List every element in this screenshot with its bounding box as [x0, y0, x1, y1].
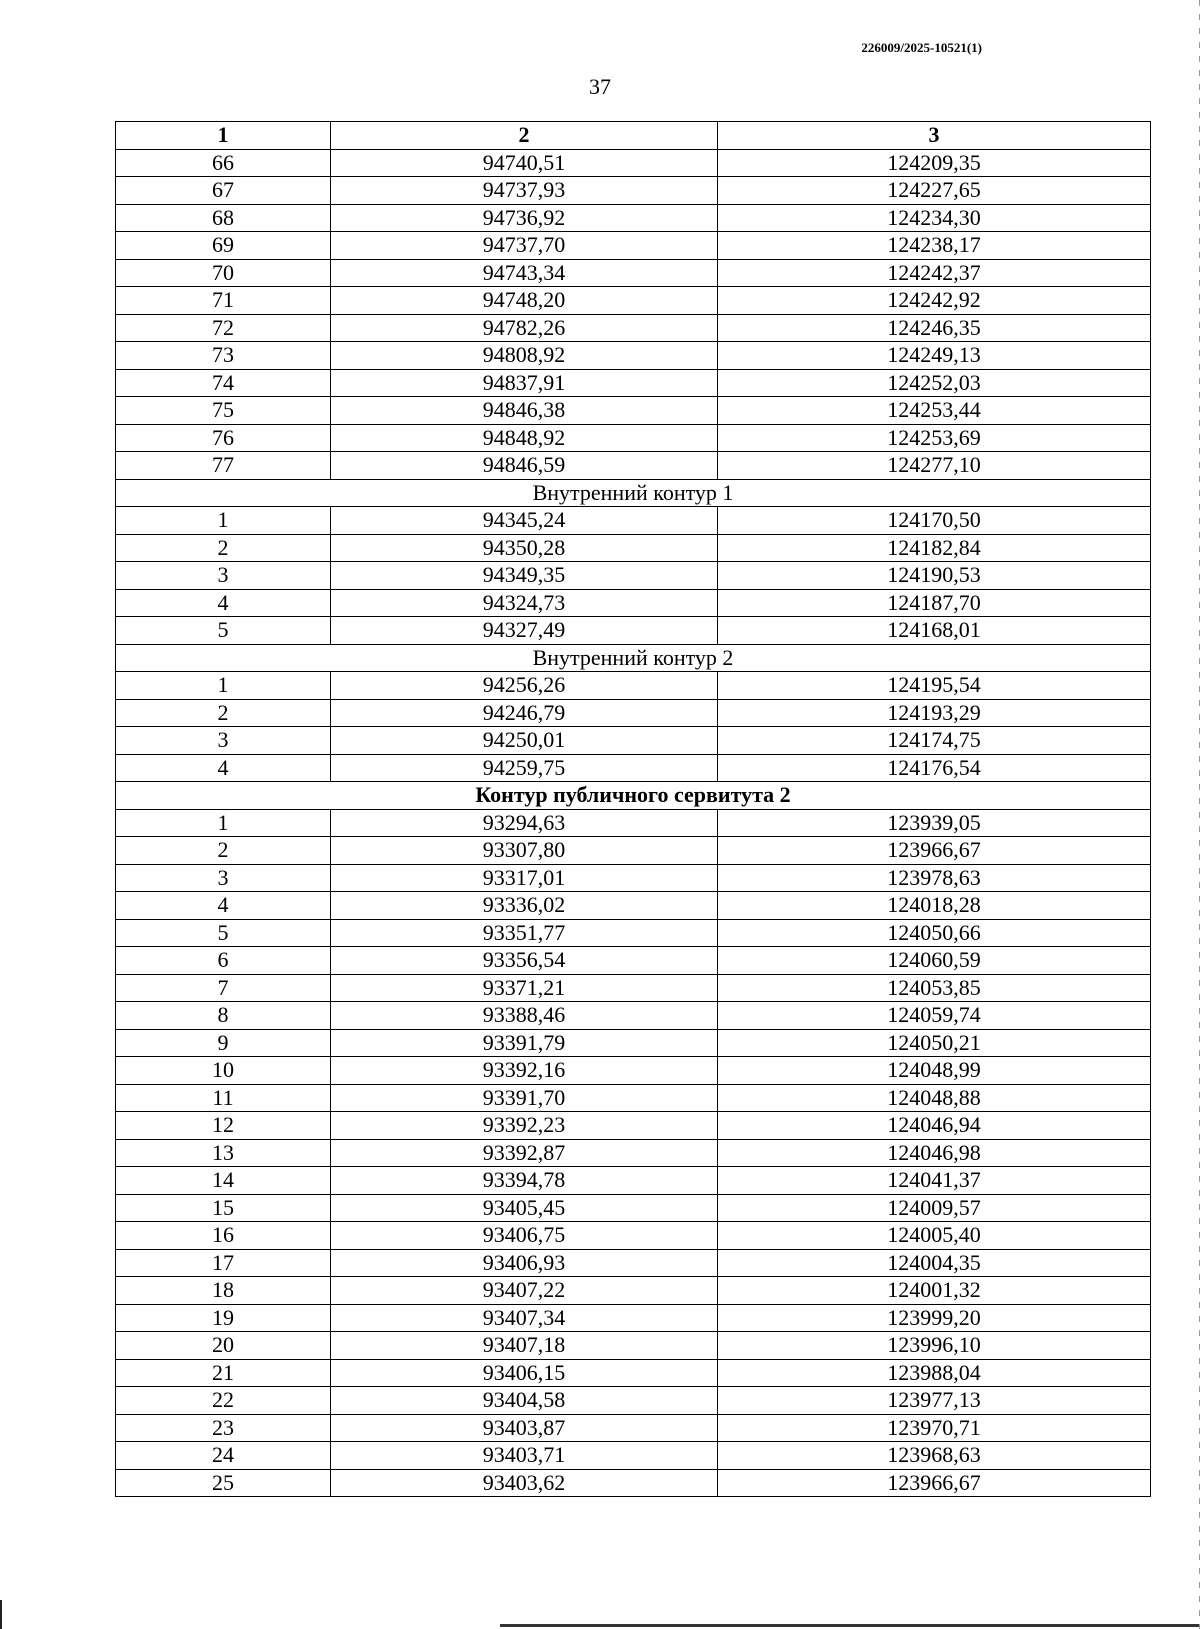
section-title: Контур публичного сервитута 2 [116, 782, 1151, 810]
point-number-cell: 23 [116, 1414, 331, 1442]
point-number-cell: 2 [116, 837, 331, 865]
coordinate-y-cell: 124227,65 [718, 177, 1151, 205]
table-row [116, 1112, 1151, 1140]
point-number-cell: 5 [116, 919, 331, 947]
coordinate-y-cell: 124242,92 [718, 287, 1151, 315]
coordinate-y-cell: 124190,53 [718, 562, 1151, 590]
table-row [116, 1249, 1151, 1277]
coordinate-y-cell: 124048,99 [718, 1057, 1151, 1085]
header-cell-col2: 2 [331, 122, 718, 150]
table-row [116, 919, 1151, 947]
coordinate-x-cell: 93407,22 [331, 1277, 718, 1305]
coordinate-x-cell: 94250,01 [331, 727, 718, 755]
table-row [116, 452, 1151, 480]
table-row [116, 754, 1151, 782]
point-number-cell: 11 [116, 1084, 331, 1112]
coordinate-y-cell: 124050,21 [718, 1029, 1151, 1057]
table-row [116, 589, 1151, 617]
section-title: Внутренний контур 1 [116, 479, 1151, 507]
table-row [116, 177, 1151, 205]
table-row [116, 699, 1151, 727]
point-number-cell: 66 [116, 149, 331, 177]
coordinate-x-cell: 93392,23 [331, 1112, 718, 1140]
coordinate-x-cell: 93351,77 [331, 919, 718, 947]
coordinate-y-cell: 123939,05 [718, 809, 1151, 837]
table-row [116, 892, 1151, 920]
table-row [116, 1332, 1151, 1360]
coordinate-y-cell: 124041,37 [718, 1167, 1151, 1195]
point-number-cell: 18 [116, 1277, 331, 1305]
table-row [116, 562, 1151, 590]
coordinate-y-cell: 123999,20 [718, 1304, 1151, 1332]
coordinate-x-cell: 94324,73 [331, 589, 718, 617]
section-title-row [116, 782, 1151, 810]
table-row [116, 1442, 1151, 1470]
table-row [116, 1469, 1151, 1497]
coordinate-y-cell: 124246,35 [718, 314, 1151, 342]
point-number-cell: 22 [116, 1387, 331, 1415]
coordinate-x-cell: 94345,24 [331, 507, 718, 535]
coordinate-x-cell: 93317,01 [331, 864, 718, 892]
coordinate-x-cell: 94846,59 [331, 452, 718, 480]
point-number-cell: 70 [116, 259, 331, 287]
coordinate-x-cell: 93391,70 [331, 1084, 718, 1112]
table-row [116, 204, 1151, 232]
coordinate-x-cell: 93406,93 [331, 1249, 718, 1277]
coordinate-x-cell: 94736,92 [331, 204, 718, 232]
coordinate-y-cell: 123996,10 [718, 1332, 1151, 1360]
table-row [116, 1139, 1151, 1167]
coordinate-y-cell: 123966,67 [718, 837, 1151, 865]
coordinate-y-cell: 124001,32 [718, 1277, 1151, 1305]
point-number-cell: 69 [116, 232, 331, 260]
coordinate-y-cell: 124238,17 [718, 232, 1151, 260]
coordinate-y-cell: 124050,66 [718, 919, 1151, 947]
coordinate-y-cell: 124187,70 [718, 589, 1151, 617]
point-number-cell: 3 [116, 562, 331, 590]
coordinate-y-cell: 124018,28 [718, 892, 1151, 920]
coordinate-y-cell: 124242,37 [718, 259, 1151, 287]
table-row [116, 1414, 1151, 1442]
coordinate-x-cell: 93356,54 [331, 947, 718, 975]
coordinate-y-cell: 124234,30 [718, 204, 1151, 232]
coordinate-x-cell: 94748,20 [331, 287, 718, 315]
coordinate-y-cell: 124168,01 [718, 617, 1151, 645]
coordinate-y-cell: 124009,57 [718, 1194, 1151, 1222]
table-row [116, 974, 1151, 1002]
table-row [116, 837, 1151, 865]
coordinate-y-cell: 123970,71 [718, 1414, 1151, 1442]
coordinate-x-cell: 93371,21 [331, 974, 718, 1002]
point-number-cell: 24 [116, 1442, 331, 1470]
section-title: Внутренний контур 2 [116, 644, 1151, 672]
coordinate-x-cell: 93394,78 [331, 1167, 718, 1195]
table-row [116, 424, 1151, 452]
coordinate-x-cell: 93388,46 [331, 1002, 718, 1030]
coordinate-x-cell: 93406,15 [331, 1359, 718, 1387]
coordinate-y-cell: 124048,88 [718, 1084, 1151, 1112]
page-number: 37 [589, 74, 611, 99]
table-row [116, 149, 1151, 177]
coordinate-x-cell: 94740,51 [331, 149, 718, 177]
table-row [116, 727, 1151, 755]
coordinate-y-cell: 123968,63 [718, 1442, 1151, 1470]
coordinate-y-cell: 123978,63 [718, 864, 1151, 892]
coordinate-x-cell: 94808,92 [331, 342, 718, 370]
scan-artifact-bottom [500, 1624, 1200, 1627]
table-row [116, 1222, 1151, 1250]
point-number-cell: 1 [116, 672, 331, 700]
point-number-cell: 14 [116, 1167, 331, 1195]
coordinate-x-cell: 94259,75 [331, 754, 718, 782]
coordinates-table-body [116, 122, 1151, 1497]
table-row [116, 397, 1151, 425]
point-number-cell: 68 [116, 204, 331, 232]
point-number-cell: 67 [116, 177, 331, 205]
table-row [116, 1359, 1151, 1387]
coordinate-x-cell: 94327,49 [331, 617, 718, 645]
coordinate-x-cell: 94743,34 [331, 259, 718, 287]
header-cell-col1: 1 [116, 122, 331, 150]
point-number-cell: 71 [116, 287, 331, 315]
coordinate-x-cell: 93392,87 [331, 1139, 718, 1167]
table-row [116, 1002, 1151, 1030]
table-row [116, 507, 1151, 535]
coordinate-x-cell: 93407,34 [331, 1304, 718, 1332]
coordinate-y-cell: 124176,54 [718, 754, 1151, 782]
coordinate-y-cell: 124053,85 [718, 974, 1151, 1002]
coordinate-y-cell: 124253,44 [718, 397, 1151, 425]
coordinate-x-cell: 93392,16 [331, 1057, 718, 1085]
table-row [116, 342, 1151, 370]
point-number-cell: 5 [116, 617, 331, 645]
table-row [116, 534, 1151, 562]
table-row [116, 1167, 1151, 1195]
point-number-cell: 6 [116, 947, 331, 975]
point-number-cell: 17 [116, 1249, 331, 1277]
coordinate-x-cell: 94848,92 [331, 424, 718, 452]
coordinate-x-cell: 94350,28 [331, 534, 718, 562]
coordinate-x-cell: 93403,87 [331, 1414, 718, 1442]
coordinate-x-cell: 93406,75 [331, 1222, 718, 1250]
point-number-cell: 76 [116, 424, 331, 452]
point-number-cell: 75 [116, 397, 331, 425]
coordinate-x-cell: 94737,70 [331, 232, 718, 260]
coordinate-y-cell: 123977,13 [718, 1387, 1151, 1415]
point-number-cell: 4 [116, 754, 331, 782]
point-number-cell: 74 [116, 369, 331, 397]
coordinate-y-cell: 124059,74 [718, 1002, 1151, 1030]
coordinate-x-cell: 94846,38 [331, 397, 718, 425]
coordinate-y-cell: 124046,94 [718, 1112, 1151, 1140]
table-row [116, 617, 1151, 645]
coordinate-y-cell: 124046,98 [718, 1139, 1151, 1167]
table-row [116, 369, 1151, 397]
table-row [116, 287, 1151, 315]
coordinate-y-cell: 124253,69 [718, 424, 1151, 452]
section-title-row [116, 644, 1151, 672]
coordinate-x-cell: 93403,71 [331, 1442, 718, 1470]
point-number-cell: 8 [116, 1002, 331, 1030]
point-number-cell: 7 [116, 974, 331, 1002]
coordinate-y-cell: 124249,13 [718, 342, 1151, 370]
coordinate-y-cell: 124277,10 [718, 452, 1151, 480]
coordinate-y-cell: 124005,40 [718, 1222, 1151, 1250]
point-number-cell: 15 [116, 1194, 331, 1222]
point-number-cell: 2 [116, 699, 331, 727]
coordinate-x-cell: 94837,91 [331, 369, 718, 397]
coordinate-x-cell: 93405,45 [331, 1194, 718, 1222]
table-row [116, 1304, 1151, 1332]
coordinate-y-cell: 124004,35 [718, 1249, 1151, 1277]
table-row [116, 1057, 1151, 1085]
coordinate-x-cell: 93307,80 [331, 837, 718, 865]
point-number-cell: 9 [116, 1029, 331, 1057]
table-row [116, 1277, 1151, 1305]
coordinate-x-cell: 93407,18 [331, 1332, 718, 1360]
table-row [116, 1387, 1151, 1415]
coordinates-table [115, 121, 1151, 1497]
coordinate-x-cell: 93336,02 [331, 892, 718, 920]
coordinate-y-cell: 124252,03 [718, 369, 1151, 397]
coordinate-y-cell: 123966,67 [718, 1469, 1151, 1497]
table-row [116, 672, 1151, 700]
point-number-cell: 20 [116, 1332, 331, 1360]
point-number-cell: 1 [116, 809, 331, 837]
coordinate-x-cell: 93294,63 [331, 809, 718, 837]
coordinate-y-cell: 124170,50 [718, 507, 1151, 535]
point-number-cell: 1 [116, 507, 331, 535]
coordinate-x-cell: 94256,26 [331, 672, 718, 700]
coordinate-y-cell: 123988,04 [718, 1359, 1151, 1387]
coordinate-y-cell: 124209,35 [718, 149, 1151, 177]
scan-artifact-left [0, 1600, 2, 1629]
point-number-cell: 21 [116, 1359, 331, 1387]
coordinate-x-cell: 94782,26 [331, 314, 718, 342]
table-row [116, 314, 1151, 342]
table-row [116, 1084, 1151, 1112]
point-number-cell: 19 [116, 1304, 331, 1332]
point-number-cell: 13 [116, 1139, 331, 1167]
table-row [116, 947, 1151, 975]
table-row [116, 232, 1151, 260]
header-cell-col3: 3 [718, 122, 1151, 150]
point-number-cell: 73 [116, 342, 331, 370]
coordinate-y-cell: 124193,29 [718, 699, 1151, 727]
point-number-cell: 4 [116, 589, 331, 617]
coordinate-y-cell: 124174,75 [718, 727, 1151, 755]
point-number-cell: 16 [116, 1222, 331, 1250]
coordinate-x-cell: 93403,62 [331, 1469, 718, 1497]
coordinate-y-cell: 124060,59 [718, 947, 1151, 975]
point-number-cell: 77 [116, 452, 331, 480]
point-number-cell: 25 [116, 1469, 331, 1497]
point-number-cell: 2 [116, 534, 331, 562]
table-row [116, 259, 1151, 287]
point-number-cell: 72 [116, 314, 331, 342]
point-number-cell: 12 [116, 1112, 331, 1140]
table-header-row [116, 122, 1151, 150]
point-number-cell: 4 [116, 892, 331, 920]
section-title-row [116, 479, 1151, 507]
table-row [116, 809, 1151, 837]
coordinate-y-cell: 124182,84 [718, 534, 1151, 562]
point-number-cell: 3 [116, 864, 331, 892]
coordinate-y-cell: 124195,54 [718, 672, 1151, 700]
table-row [116, 1029, 1151, 1057]
coordinate-x-cell: 93404,58 [331, 1387, 718, 1415]
coordinate-x-cell: 94349,35 [331, 562, 718, 590]
document-id: 226009/2025-10521(1) [861, 40, 982, 55]
point-number-cell: 3 [116, 727, 331, 755]
coordinate-x-cell: 93391,79 [331, 1029, 718, 1057]
table-row [116, 1194, 1151, 1222]
coordinate-x-cell: 94737,93 [331, 177, 718, 205]
coordinate-x-cell: 94246,79 [331, 699, 718, 727]
table-row [116, 864, 1151, 892]
point-number-cell: 10 [116, 1057, 331, 1085]
